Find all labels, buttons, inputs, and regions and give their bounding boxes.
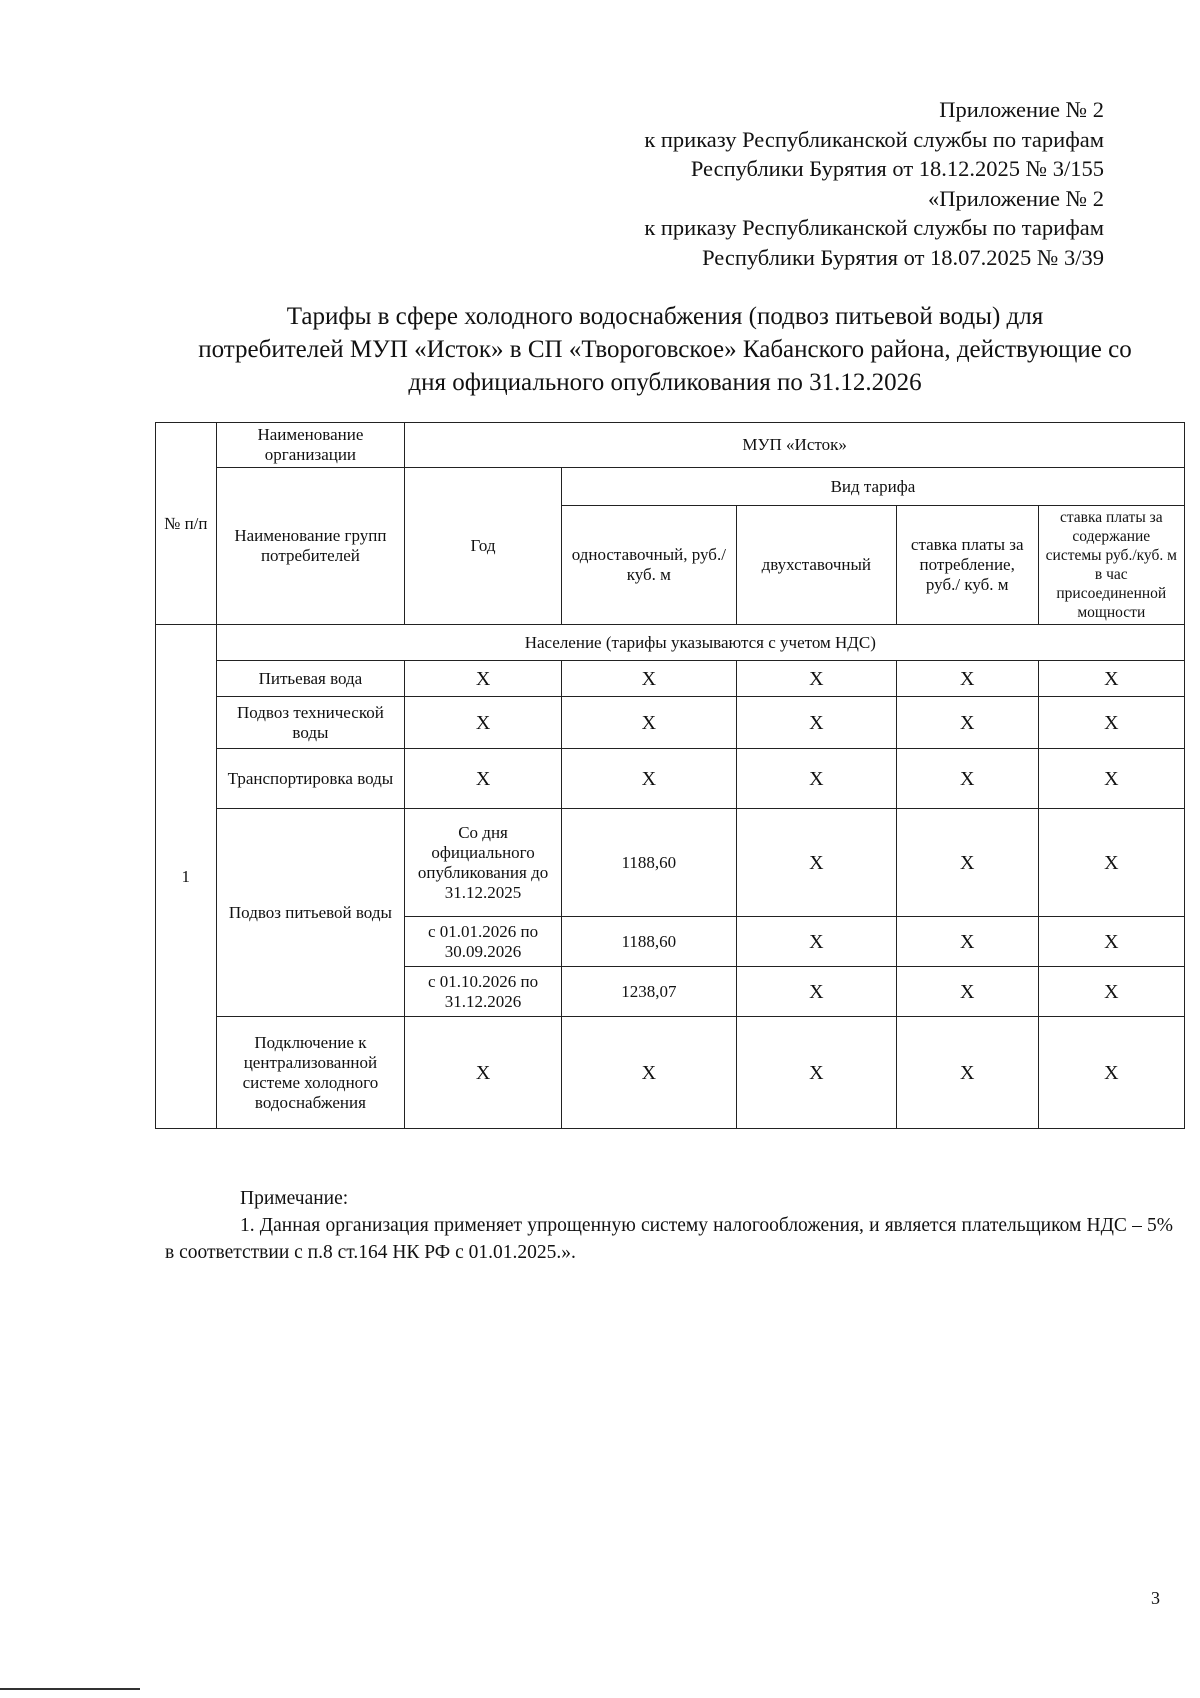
cell-x: Х (1038, 809, 1184, 917)
cell-x: Х (1038, 1017, 1184, 1129)
row-label-technical-water: Подвоз технической воды (216, 697, 405, 749)
cell-x: Х (1038, 697, 1184, 749)
row-number: 1 (156, 625, 217, 1129)
table-row (156, 697, 1185, 749)
cell-x: Х (736, 697, 896, 749)
cell-x: Х (896, 917, 1038, 967)
cell-x: Х (561, 749, 736, 809)
tariff-table (155, 422, 1185, 1129)
table-row (156, 661, 1185, 697)
header-single-rate: одноставочный, руб./ куб. м (561, 506, 736, 625)
cell-x: Х (896, 697, 1038, 749)
cell-x: Х (561, 697, 736, 749)
table-row (156, 1017, 1185, 1129)
cell-x: Х (1038, 967, 1184, 1017)
header-line: Приложение № 2 (939, 97, 1104, 122)
cell-x: Х (736, 917, 896, 967)
cell-x: Х (561, 661, 736, 697)
cell-x: Х (896, 967, 1038, 1017)
note-label: Примечание: (240, 1188, 349, 1209)
cell-x: Х (1038, 749, 1184, 809)
header-number: № п/п (156, 423, 217, 625)
row-label-transport: Транспортировка воды (216, 749, 405, 809)
header-line: к приказу Республиканской службы по тарифам (644, 126, 1104, 152)
title-line: дня официального опубликования по 31.12.2026 (408, 369, 922, 396)
row-label-delivery: Подвоз питьевой воды (216, 809, 405, 1017)
cell-x: Х (736, 809, 896, 917)
header-year: Год (405, 468, 562, 625)
scan-artifact-line (0, 1688, 140, 1690)
period-cell: с 01.10.2026 по 31.12.2026 (405, 967, 562, 1017)
cell-x: Х (896, 749, 1038, 809)
header-consumption-rate: ставка платы за потребление, руб./ куб. м (896, 506, 1038, 625)
cell-x: Х (1038, 661, 1184, 697)
header-org-name: МУП «Исток» (405, 423, 1185, 468)
cell-x: Х (405, 697, 562, 749)
appendix-header (644, 95, 1104, 272)
cell-x: Х (405, 1017, 562, 1129)
note-item: 1. Данная организация применяет упрощенную систему налогообложения, и является плательщиком НДС – 5% в соответствии с п.8 ст.164 НК РФ с 01.01.2025.». (165, 1215, 1173, 1263)
row-label-connection: Подключение к централизованной системе холодного водоснабжения (216, 1017, 405, 1129)
title-line: потребителей МУП «Исток» в СП «Твороговское» Кабанского района, действующие со (198, 336, 1132, 363)
period-cell: с 01.01.2026 по 30.09.2026 (405, 917, 562, 967)
cell-x: Х (405, 661, 562, 697)
cell-x: Х (896, 1017, 1038, 1129)
header-double-rate: двухставочный (736, 506, 896, 625)
table-row (156, 749, 1185, 809)
header-line: Республики Бурятия от 18.07.2025 № 3/39 (702, 244, 1104, 270)
population-section: Население (тарифы указываются с учетом НДС) (216, 625, 1184, 661)
header-tariff-type: Вид тарифа (561, 468, 1184, 506)
header-line: к приказу Республиканской службы по тарифам (644, 215, 1104, 240)
single-rate-value: 1188,60 (561, 917, 736, 967)
page-number: 3 (1151, 1588, 1160, 1608)
cell-x: Х (405, 749, 562, 809)
row-label-drinking-water: Питьевая вода (216, 661, 405, 697)
cell-x: Х (736, 1017, 896, 1129)
header-line: Республики Бурятия от 18.12.2025 № 3/155 (690, 156, 1104, 181)
header-maintenance-rate: ставка платы за содержание системы руб./куб. м в час присоединенной мощности (1038, 506, 1184, 625)
table-row (156, 809, 1185, 917)
header-consumers-label: Наименование групп потребителей (216, 468, 405, 625)
single-rate-value: 1238,07 (561, 967, 736, 1017)
title-line: Тарифы в сфере холодного водоснабжения (подвоз питьевой воды) для (286, 303, 1044, 330)
cell-x: Х (736, 967, 896, 1017)
cell-x: Х (736, 661, 896, 697)
header-line: «Приложение № 2 (928, 185, 1104, 211)
cell-x: Х (736, 749, 896, 809)
period-cell: Со дня официального опубликования до 31.12.2025 (405, 809, 562, 917)
note-section (165, 1185, 1173, 1266)
cell-x: Х (896, 661, 1038, 697)
document-title (140, 300, 1190, 399)
single-rate-value: 1188,60 (561, 809, 736, 917)
header-org-label: Наименование организации (216, 423, 405, 468)
cell-x: Х (896, 809, 1038, 917)
cell-x: Х (1038, 917, 1184, 967)
cell-x: Х (561, 1017, 736, 1129)
